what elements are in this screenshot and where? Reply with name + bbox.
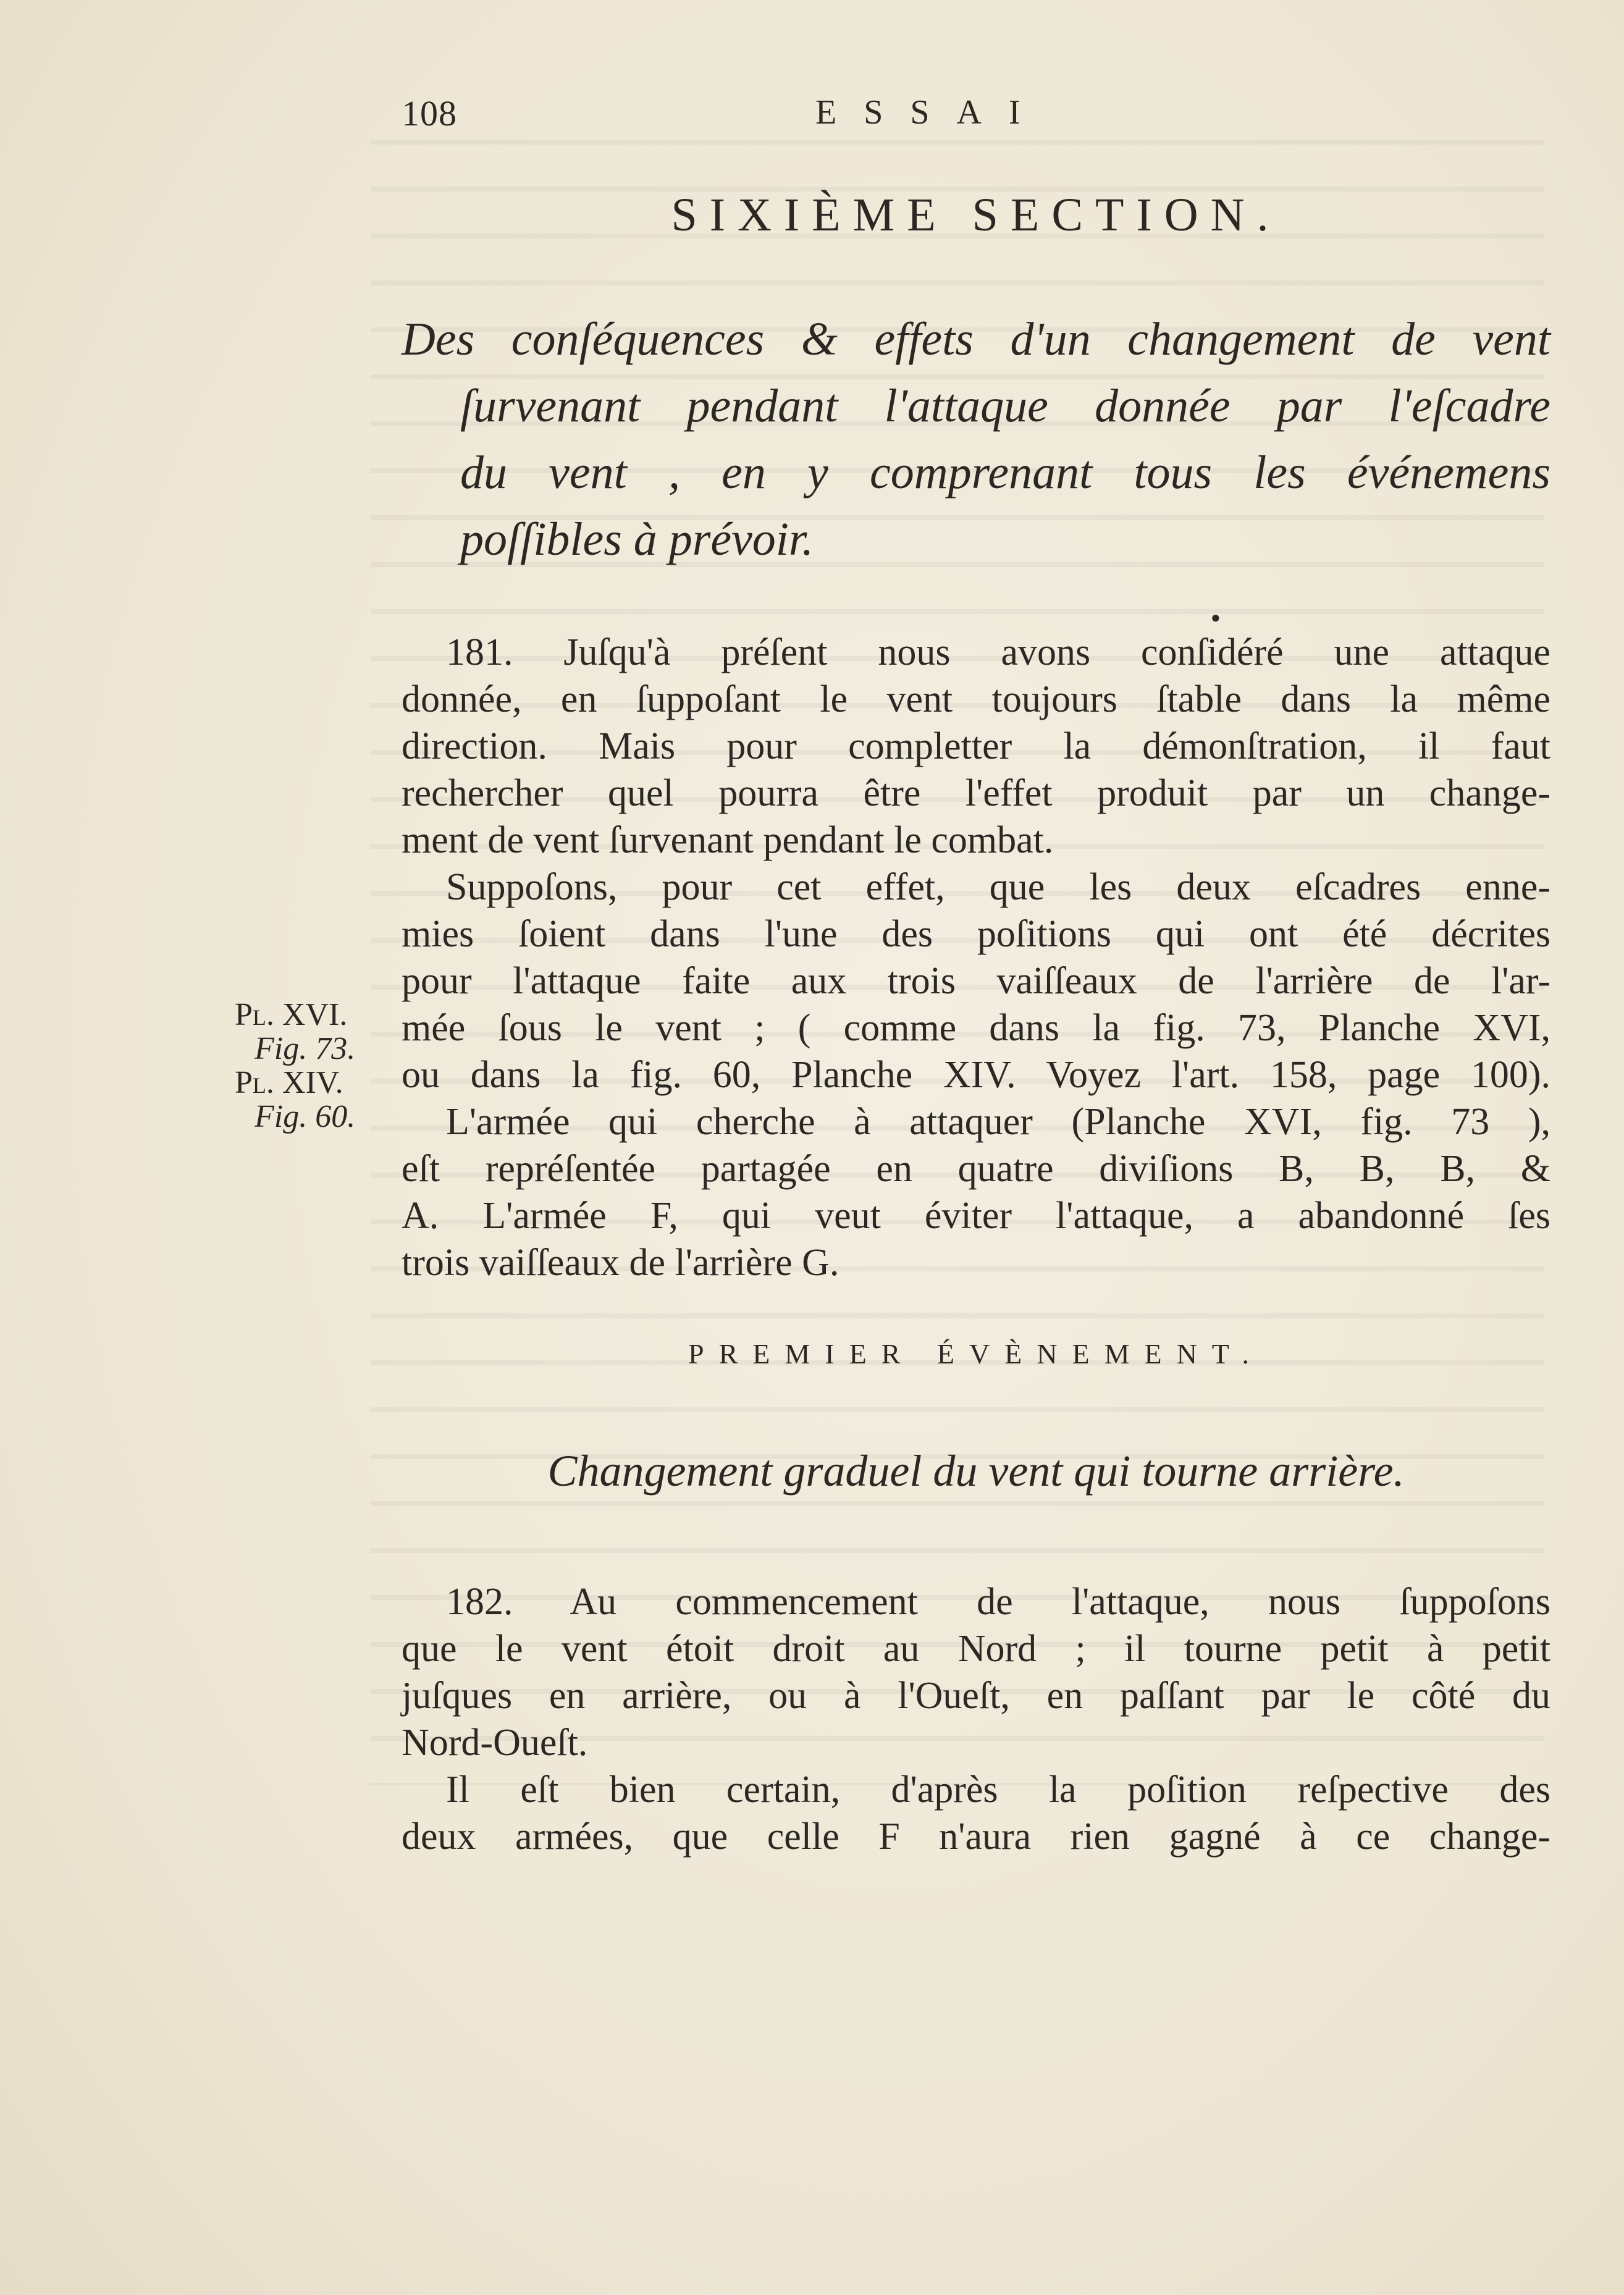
margin-plate-ref: Pl. XIV. <box>235 1065 343 1100</box>
margin-figure-ref: Fig. 73. <box>255 1031 356 1066</box>
paragraph-182 <box>402 1578 1550 1860</box>
ornament-dot: ● <box>1211 608 1221 626</box>
paragraph-181 <box>402 629 1550 1286</box>
section-title: SIXIÈME SECTION. <box>671 189 1281 241</box>
page-number: 108 <box>402 93 457 133</box>
text-line: donnée, en ſuppoſant le vent toujours ſtable dans la même <box>402 678 1550 720</box>
subtitle-line: du vent , en y comprenant tous les événemens <box>460 447 1550 499</box>
text-line: deux armées, que celle F n'aura rien gagné à ce change- <box>402 1816 1550 1858</box>
section-subtitle <box>402 306 1550 573</box>
text-line: direction. Mais pour completter la démonſtration, il faut <box>402 725 1550 767</box>
event-subheading: Changement graduel du vent qui tourne arrière. <box>547 1446 1405 1496</box>
margin-notes <box>235 998 389 1134</box>
text-line: ment de vent ſurvenant pendant le combat. <box>402 819 1054 861</box>
subtitle-line: poſſibles à prévoir. <box>460 513 814 565</box>
text-line: 182. Au commencement de l'attaque, nous ſuppoſons <box>446 1581 1550 1623</box>
running-title: ESSAI <box>815 93 1048 132</box>
text-line: ou dans la fig. 60, Planche XIV. Voyez l'art. 158, page 100). <box>402 1054 1550 1096</box>
text-line: mée ſous le vent ; ( comme dans la fig. 73, Planche XVI, <box>402 1007 1550 1049</box>
text-line: que le vent étoit droit au Nord ; il tourne petit à petit <box>402 1628 1550 1670</box>
text-line: eſt repréſentée partagée en quatre diviſions B, B, B, & <box>402 1148 1550 1190</box>
subtitle-line: ſurvenant pendant l'attaque donnée par l'eſcadre <box>460 380 1550 432</box>
margin-figure-ref: Fig. 60. <box>255 1099 356 1134</box>
text-line: mies ſoient dans l'une des poſitions qui ont été décrites <box>402 913 1550 955</box>
margin-plate-ref: Pl. XVI. <box>235 997 348 1032</box>
text-line: Nord-Oueſt. <box>402 1722 588 1764</box>
text-line: rechercher quel pourra être l'effet produit par un change- <box>402 772 1550 814</box>
text-line: trois vaiſſeaux de l'arrière G. <box>402 1242 839 1284</box>
text-line: juſques en arrière, ou à l'Oueſt, en paſſant par le côté du <box>402 1675 1550 1717</box>
text-line: 181. Juſqu'à préſent nous avons conſidéré une attaque <box>446 631 1550 673</box>
text-line: Il eſt bien certain, d'après la poſition reſpective des <box>446 1769 1550 1811</box>
text-line: Suppoſons, pour cet effet, que les deux eſcadres enne- <box>446 866 1550 908</box>
event-heading: PREMIER ÉVÈNEMENT. <box>688 1338 1264 1370</box>
text-line: A. L'armée F, qui veut éviter l'attaque, a abandonné ſes <box>402 1195 1550 1237</box>
subtitle-line: Des conſéquences & effets d'un changement de vent <box>402 313 1550 365</box>
text-line: L'armée qui cherche à attaquer (Planche XVI, fig. 73 ), <box>446 1101 1550 1143</box>
running-head <box>402 93 1550 148</box>
text-line: pour l'attaque faite aux trois vaiſſeaux de l'arrière de l'ar- <box>402 960 1550 1002</box>
